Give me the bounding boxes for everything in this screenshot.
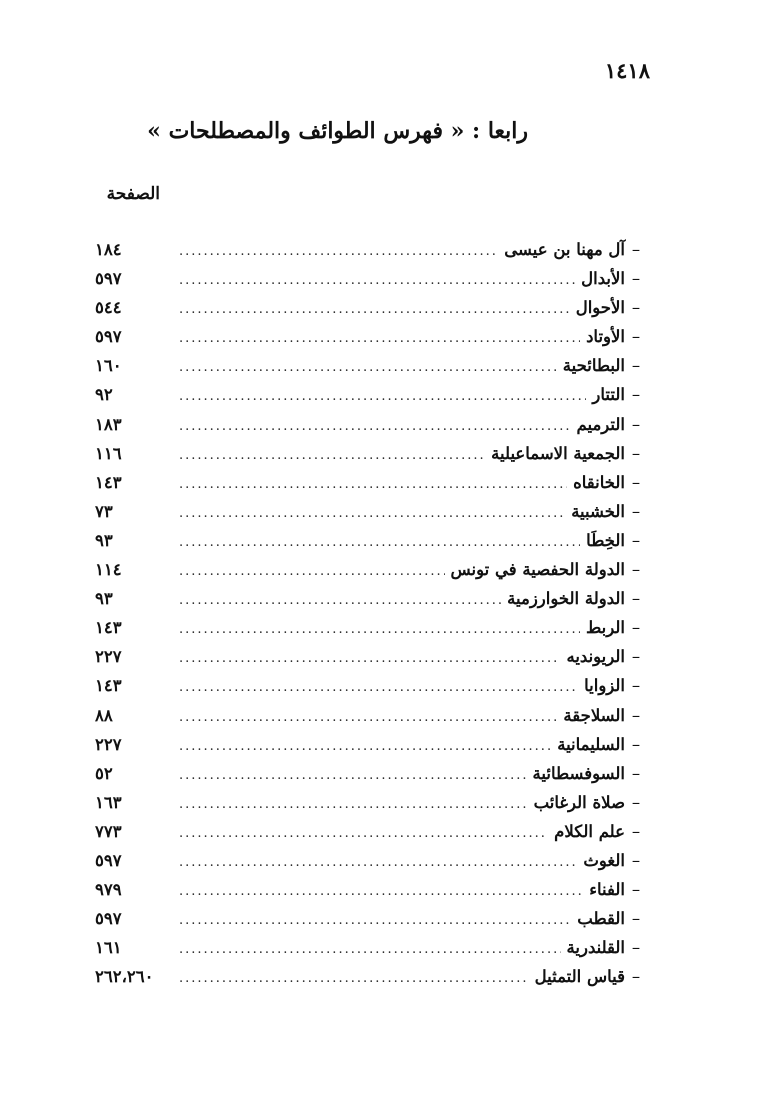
dash-bullet-icon: – bbox=[631, 414, 641, 434]
entry-term: الخِطَا bbox=[586, 530, 625, 550]
entry-term: الخانقاه bbox=[573, 472, 625, 492]
entry-page-number: ١٨٤ bbox=[95, 240, 122, 259]
dot-leader bbox=[173, 535, 580, 550]
index-entry bbox=[95, 706, 647, 735]
dash-bullet-icon: – bbox=[631, 443, 641, 463]
section-title: رابعا : « فهرس الطوائف والمصطلحات » bbox=[147, 118, 528, 144]
entry-term: الأبدال bbox=[581, 269, 625, 289]
entry-term: القطب bbox=[577, 909, 625, 929]
index-entry bbox=[95, 793, 647, 822]
entry-page-number: ٩٧٩ bbox=[95, 880, 122, 900]
entry-page-number: ١١٤ bbox=[95, 560, 122, 580]
index-entry bbox=[95, 356, 647, 385]
dash-bullet-icon: – bbox=[631, 560, 641, 580]
entry-page-number: ٢٢٧ bbox=[95, 734, 122, 754]
dot-leader bbox=[173, 244, 498, 259]
index-entry bbox=[95, 269, 647, 298]
dash-bullet-icon: – bbox=[631, 385, 641, 405]
entry-page-number: ١٦٠ bbox=[95, 356, 122, 376]
entry-page-number: ١٤٣ bbox=[95, 472, 122, 492]
page-number: ١٤١٨ bbox=[604, 58, 650, 83]
entry-term: الأوتاد bbox=[586, 327, 625, 347]
entry-term: الدولة الحفصية في تونس bbox=[450, 560, 625, 580]
dot-leader bbox=[173, 884, 583, 899]
entry-term: الريونديه bbox=[566, 647, 625, 667]
dot-leader bbox=[173, 477, 567, 492]
entry-page-number: ٥٩٧ bbox=[95, 269, 122, 289]
entry-page-number: ٥٩٧ bbox=[95, 327, 122, 347]
entry-term: الدولة الخوارزمية bbox=[507, 589, 625, 609]
dot-leader bbox=[173, 360, 557, 375]
entry-term: صلاة الرغائب bbox=[533, 792, 625, 812]
entry-term: السلاجقة bbox=[563, 705, 625, 725]
dot-leader bbox=[173, 331, 580, 346]
entry-term: الترميم bbox=[576, 414, 625, 434]
dot-leader bbox=[173, 768, 527, 783]
entry-page-number: ٢٢٧ bbox=[95, 647, 122, 667]
index-entry bbox=[95, 385, 647, 414]
index-entry bbox=[95, 764, 647, 793]
dot-leader bbox=[173, 564, 445, 579]
dot-leader bbox=[173, 826, 548, 841]
entry-page-number: ٧٣ bbox=[95, 501, 113, 521]
entry-term: الأحوال bbox=[575, 298, 625, 318]
dash-bullet-icon: – bbox=[631, 327, 641, 347]
dot-leader bbox=[173, 389, 586, 404]
entry-term: السليمانية bbox=[557, 734, 625, 754]
index-entry bbox=[95, 327, 647, 356]
dot-leader bbox=[173, 419, 571, 434]
dot-leader bbox=[173, 651, 560, 666]
dash-bullet-icon: – bbox=[631, 938, 641, 958]
dash-bullet-icon: – bbox=[631, 967, 641, 987]
index-entry bbox=[95, 909, 647, 938]
dot-leader bbox=[173, 942, 561, 957]
entry-term: الخشبية bbox=[571, 501, 625, 521]
dash-bullet-icon: – bbox=[631, 589, 641, 609]
entry-page-number: ١٨٣ bbox=[95, 414, 122, 434]
entry-term: علم الكلام bbox=[554, 821, 625, 841]
dot-leader bbox=[173, 739, 551, 754]
dot-leader bbox=[173, 302, 570, 317]
dash-bullet-icon: – bbox=[631, 472, 641, 492]
page-column-label: الصفحة bbox=[106, 184, 160, 204]
entry-page-number: ٩٣ bbox=[95, 530, 113, 550]
dash-bullet-icon: – bbox=[631, 501, 641, 521]
entry-term: البطائحية bbox=[562, 356, 625, 376]
entry-term: التتار bbox=[592, 385, 625, 405]
entry-page-number: ٥٤٤ bbox=[95, 298, 122, 318]
index-entry bbox=[95, 967, 647, 996]
dash-bullet-icon: – bbox=[631, 240, 641, 259]
entry-page-number: ١١٦ bbox=[95, 443, 122, 463]
dash-bullet-icon: – bbox=[631, 734, 641, 754]
dash-bullet-icon: – bbox=[631, 821, 641, 841]
index-entries bbox=[95, 240, 647, 996]
entry-term: الفناء bbox=[589, 880, 625, 900]
dash-bullet-icon: – bbox=[631, 763, 641, 783]
index-entry bbox=[95, 560, 647, 589]
index-entry bbox=[95, 502, 647, 531]
dash-bullet-icon: – bbox=[631, 298, 641, 318]
entry-page-number: ٧٧٣ bbox=[95, 821, 122, 841]
entry-term: السوفسطائية bbox=[532, 763, 625, 783]
index-entry bbox=[95, 589, 647, 618]
dash-bullet-icon: – bbox=[631, 269, 641, 289]
index-entry bbox=[95, 240, 647, 269]
index-entry bbox=[95, 415, 647, 444]
dot-leader bbox=[173, 797, 528, 812]
dot-leader bbox=[173, 593, 501, 608]
dash-bullet-icon: – bbox=[631, 618, 641, 638]
entry-term: الغوث bbox=[583, 850, 625, 870]
dot-leader bbox=[173, 506, 565, 521]
index-entry bbox=[95, 822, 647, 851]
dot-leader bbox=[173, 680, 578, 695]
dash-bullet-icon: – bbox=[631, 909, 641, 929]
entry-page-number: ٩٢ bbox=[95, 385, 113, 405]
entry-page-number: ٥٩٧ bbox=[95, 909, 122, 929]
dash-bullet-icon: – bbox=[631, 676, 641, 696]
index-entry bbox=[95, 473, 647, 502]
entry-page-number: ٨٨ bbox=[95, 705, 113, 725]
index-entry bbox=[95, 938, 647, 967]
index-entry bbox=[95, 531, 647, 560]
entry-page-number: ٥٩٧ bbox=[95, 850, 122, 870]
dot-leader bbox=[173, 855, 577, 870]
entry-term: قياس التمثيل bbox=[534, 967, 625, 987]
entry-term: الربط bbox=[586, 618, 625, 638]
index-entry bbox=[95, 880, 647, 909]
index-entry bbox=[95, 647, 647, 676]
index-entry bbox=[95, 618, 647, 647]
index-entry bbox=[95, 444, 647, 473]
dash-bullet-icon: – bbox=[631, 530, 641, 550]
index-entry bbox=[95, 298, 647, 327]
entry-page-number: ١٤٣ bbox=[95, 676, 122, 696]
dot-leader bbox=[173, 971, 529, 986]
entry-term: القلندرية bbox=[566, 938, 625, 958]
dot-leader bbox=[173, 710, 557, 725]
dash-bullet-icon: – bbox=[631, 647, 641, 667]
dot-leader bbox=[173, 273, 575, 288]
entry-term: الزوايا bbox=[584, 676, 625, 696]
entry-term: الجمعية الاسماعيلية bbox=[491, 443, 625, 463]
entry-page-number: ٥٢ bbox=[95, 763, 113, 783]
entry-page-number: ١٦٣ bbox=[95, 792, 122, 812]
dash-bullet-icon: – bbox=[631, 705, 641, 725]
entry-term: آل مهنا بن عيسى bbox=[504, 240, 625, 259]
dot-leader bbox=[173, 622, 580, 637]
dot-leader bbox=[173, 913, 571, 928]
dash-bullet-icon: – bbox=[631, 880, 641, 900]
dash-bullet-icon: – bbox=[631, 850, 641, 870]
entry-page-number: ١٦١ bbox=[95, 938, 122, 958]
entry-page-number: ٢٦٢،٢٦٠ bbox=[95, 967, 154, 987]
index-entry bbox=[95, 676, 647, 705]
index-entry bbox=[95, 851, 647, 880]
index-entry bbox=[95, 735, 647, 764]
entry-page-number: ١٤٣ bbox=[95, 618, 122, 638]
dash-bullet-icon: – bbox=[631, 356, 641, 376]
entry-page-number: ٩٣ bbox=[95, 589, 113, 609]
dash-bullet-icon: – bbox=[631, 792, 641, 812]
dot-leader bbox=[173, 448, 485, 463]
